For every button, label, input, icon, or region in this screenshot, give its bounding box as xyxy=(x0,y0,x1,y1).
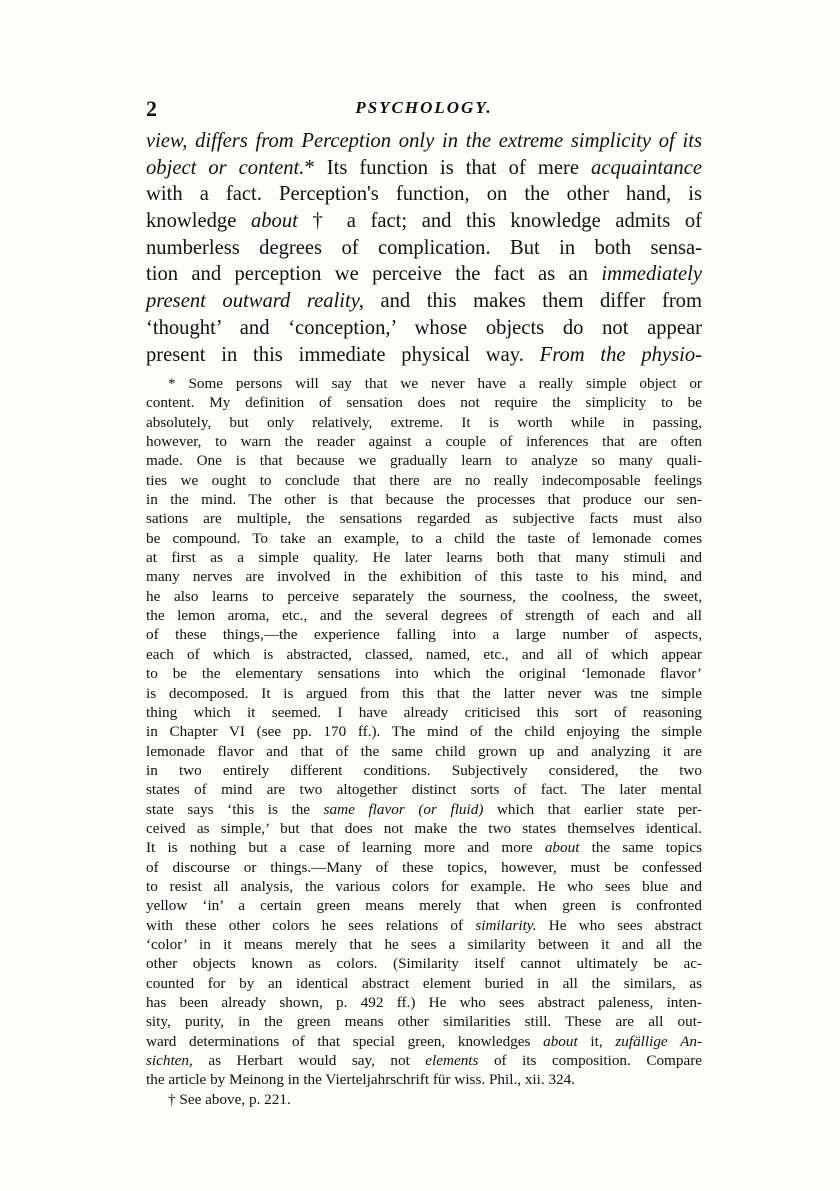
footnote-line xyxy=(146,1070,702,1089)
text-run: with a fact. Perception's function, on the other hand, is xyxy=(146,183,702,206)
footnote-line xyxy=(146,993,702,1012)
text-run: is decomposed. It is argued from this that the latter never was tne simple xyxy=(146,684,702,702)
text-run: of its composition. Compare xyxy=(478,1052,702,1070)
body-line xyxy=(146,155,702,182)
footnote-line xyxy=(146,509,702,528)
italic-text: present outward reality, xyxy=(146,290,364,313)
text-run: in two entirely different conditions. Subjectively considered, the two xyxy=(146,761,702,779)
text-run: ‘color’ in it means merely that he sees a similarity between it and all the xyxy=(146,935,702,953)
text-run: counted for by an identical abstract element buried in all the similars, as xyxy=(146,974,702,992)
body-line xyxy=(146,342,702,369)
main-text xyxy=(146,128,702,368)
text-run: other objects known as colors. (Similarity itself cannot ultimately be ac- xyxy=(146,955,702,973)
text-run: * Its function is that of mere xyxy=(304,156,592,179)
footnotes xyxy=(146,374,702,1109)
text-run: It is nothing but a case of learning more and more xyxy=(146,839,545,857)
text-run: of these things,—the experience falling into a large number of aspects, xyxy=(146,626,702,644)
footnote-line xyxy=(146,606,702,625)
text-run: he also learns to perceive separately the sourness, the coolness, the sweet, xyxy=(146,587,702,605)
page-header xyxy=(146,96,702,126)
text-run: ‘thought’ and ‘conception,’ whose objects do not appear xyxy=(146,316,702,339)
text-run: yellow ‘in’ a certain green means merely that when green is confronted xyxy=(146,897,702,915)
text-run: ceived as simple,’ but that does not make the two states themselves identical. xyxy=(146,819,702,837)
body-line xyxy=(146,315,702,342)
footnote-line xyxy=(146,374,702,393)
text-run: each of which is abstracted, classed, named, etc., and all of which appear xyxy=(146,645,702,663)
italic-text: view, differs from Perception only in the extreme simplicity of its xyxy=(146,130,702,152)
footnote-line xyxy=(146,800,702,819)
text-run: † See above, p. 221. xyxy=(168,1090,291,1108)
text-run: to resist all analysis, the various colors for example. He who sees blue and xyxy=(146,877,702,895)
text-run: it, xyxy=(577,1032,616,1050)
italic-text: From the physio- xyxy=(539,343,702,366)
text-run: thing which it seemed. I have already criticised this sort of reasoning xyxy=(146,703,702,721)
text-run: states of mind are two altogether distinct sorts of fact. The later mental xyxy=(146,781,702,799)
text-run: to be the elementary sensations into which the original ‘lemonade flavor’ xyxy=(146,665,702,683)
body-line xyxy=(146,128,702,155)
footnote-line xyxy=(146,1012,702,1031)
italic-text: sichten, xyxy=(146,1052,193,1070)
text-run: content. My definition of sensation does not require the simplicity to be xyxy=(146,394,702,412)
italic-text: similarity. xyxy=(475,916,537,934)
body-line xyxy=(146,235,702,262)
italic-text: about xyxy=(544,839,580,857)
footnote-line xyxy=(146,1051,702,1070)
text-run: tion and perception we perceive the fact as an xyxy=(146,263,602,286)
footnote-line xyxy=(146,916,702,935)
body-line xyxy=(146,261,702,288)
text-run: in Chapter VI (see pp. 170 ff.). The mind of the child enjoying the simple xyxy=(146,723,702,741)
text-run: lemonade flavor and that of the same child grown up and analyzing it are xyxy=(146,742,702,760)
text-run: be compound. To take an example, to a child the taste of lemonade comes xyxy=(146,529,702,547)
text-run: sations are multiple, the sensations regarded as subjective facts must also xyxy=(146,510,702,528)
text-run: numberless degrees of complication. But in both sensa- xyxy=(146,236,702,259)
text-run: however, to warn the reader against a couple of inferences that are often xyxy=(146,433,702,451)
body-line xyxy=(146,181,702,208)
text-run: in the mind. The other is that because the processes that produce our sen- xyxy=(146,491,702,509)
text-run: the lemon aroma, etc., and the several degrees of strength of each and all xyxy=(146,607,702,625)
footnote-line xyxy=(146,490,702,509)
footnote-line xyxy=(146,471,702,490)
text-run: which that earlier state per- xyxy=(483,800,702,818)
text-run: † a fact; and this knowledge admits of xyxy=(297,210,702,233)
text-run: the same topics xyxy=(579,839,702,857)
italic-text: about xyxy=(543,1032,578,1050)
text-run: of discourse or things.—Many of these topics, however, must be confessed xyxy=(146,858,702,876)
footnote-line xyxy=(146,567,702,586)
text-run: made. One is that because we gradually learn to analyze so many quali- xyxy=(146,452,702,470)
footnote-line xyxy=(146,877,702,896)
footnote-line xyxy=(146,451,702,470)
footnote-line xyxy=(146,432,702,451)
italic-text: same flavor (or fluid) xyxy=(323,800,484,818)
footnote-line xyxy=(146,1032,702,1051)
text-run: ties we ought to conclude that there are no really indecomposable feelings xyxy=(146,471,702,489)
footnote-line xyxy=(146,780,702,799)
italic-text: immediately xyxy=(601,263,702,286)
text-run: with these other colors he sees relations of xyxy=(146,916,476,934)
text-run: sity, purity, in the green means other similarities still. These are all out- xyxy=(146,1013,702,1031)
footnote-line xyxy=(146,587,702,606)
footnote-line xyxy=(146,393,702,412)
text-run: has been already shown, p. 492 ff.) He who sees abstract paleness, inten- xyxy=(146,994,702,1011)
text-run: and this makes them differ from xyxy=(363,290,702,313)
text-run: ward determinations of that special green, knowledges xyxy=(146,1032,544,1050)
footnote-line xyxy=(146,858,702,877)
text-run: state says ‘this is the xyxy=(146,800,324,818)
footnote-line xyxy=(146,974,702,993)
footnote-line xyxy=(146,1090,702,1109)
italic-text: object or content. xyxy=(146,156,305,179)
text-run: knowledge xyxy=(146,210,251,233)
text-run: absolutely, but only relatively, extreme. It is worth while in passing, xyxy=(146,413,702,431)
text-run: * Some persons will say that we never have a really simple object or xyxy=(168,375,702,392)
footnote-line xyxy=(146,645,702,664)
footnote-line xyxy=(146,819,702,838)
footnote-line xyxy=(146,935,702,954)
footnote-line xyxy=(146,548,702,567)
footnote-line xyxy=(146,703,702,722)
italic-text: elements xyxy=(425,1052,479,1070)
text-run: many nerves are involved in the exhibition of this taste to his mind, and xyxy=(146,568,702,586)
body-line xyxy=(146,208,702,235)
footnote-line xyxy=(146,838,702,857)
italic-text: acquaintance xyxy=(591,156,702,179)
footnote-line xyxy=(146,896,702,915)
footnote-line xyxy=(146,954,702,973)
footnote-line xyxy=(146,742,702,761)
running-head: PSYCHOLOGY. xyxy=(355,98,493,117)
text-run: as Herbart would say, not xyxy=(192,1052,426,1070)
footnote-line xyxy=(146,413,702,432)
page-number: 2 xyxy=(146,96,157,121)
footnote-line xyxy=(146,684,702,703)
footnote-line xyxy=(146,625,702,644)
text-run: at first as a simple quality. He later learns both that many stimuli and xyxy=(146,549,702,567)
footnote-line xyxy=(146,664,702,683)
italic-text: zufällige An- xyxy=(615,1032,702,1050)
text-run: He who sees abstract xyxy=(536,916,702,934)
footnote-line xyxy=(146,761,702,780)
body-line xyxy=(146,288,702,315)
text-run: present in this immediate physical way. xyxy=(146,343,540,366)
footnote-line xyxy=(146,529,702,548)
italic-text: about xyxy=(250,210,298,233)
text-run: the article by Meinong in the Vierteljahrschrift für wiss. Phil., xii. 324. xyxy=(146,1071,576,1089)
footnote-line xyxy=(146,722,702,741)
